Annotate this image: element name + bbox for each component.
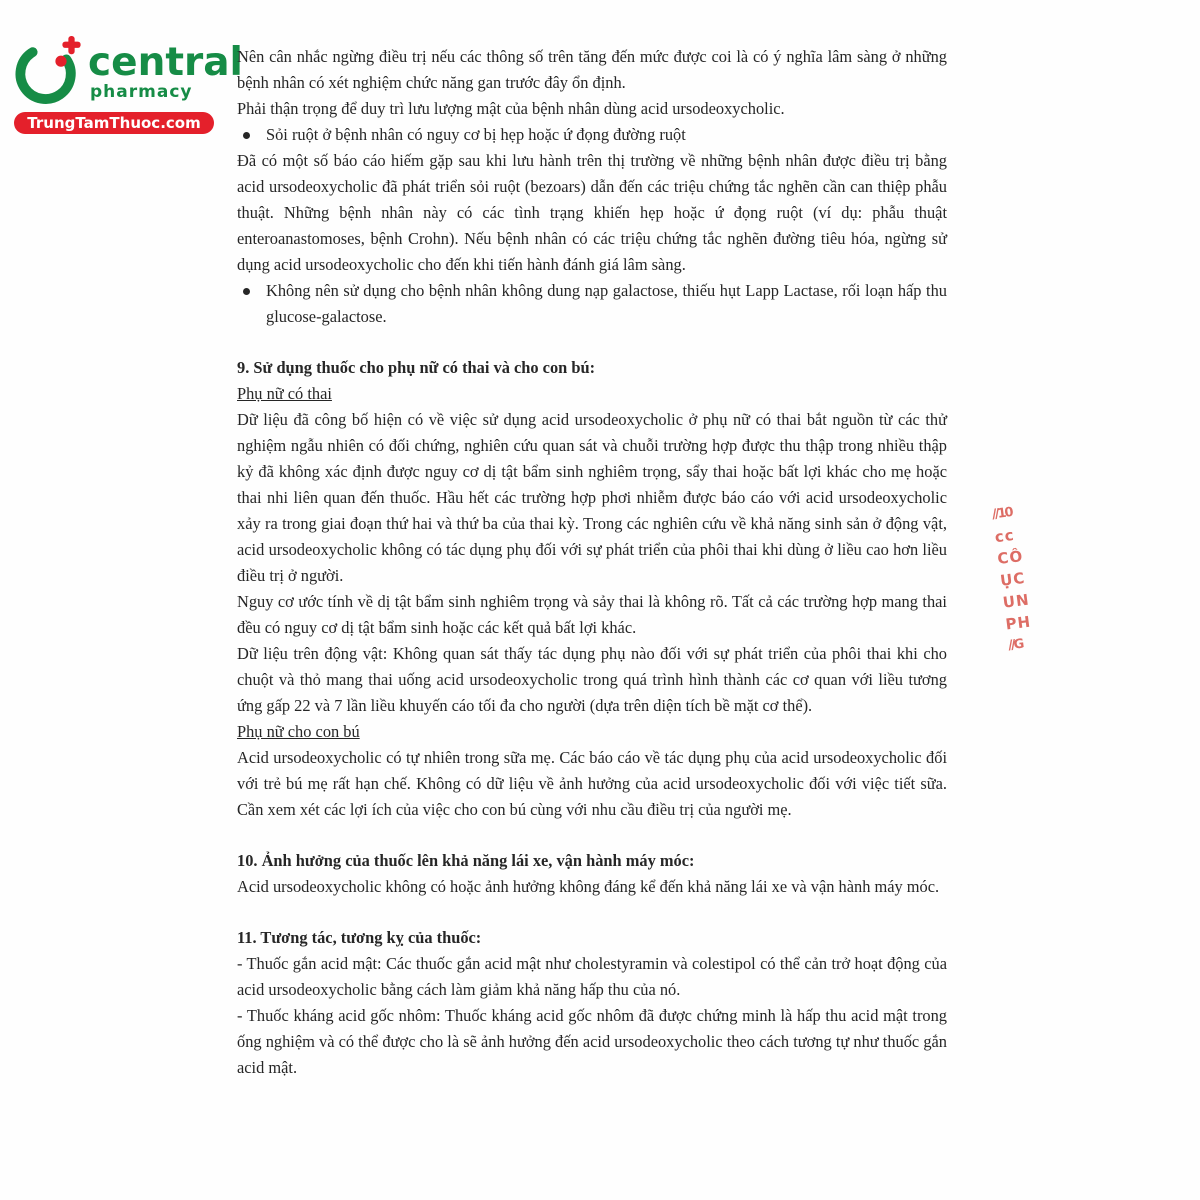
paragraph: Dữ liệu trên động vật: Không quan sát thấy tác dụng phụ nào đối với sự phát triển của phôi thai khi cho chuột và thỏ mang thai uống acid ursodeoxycholic trong quá trình hình thành các cơ quan với liều tương ứng gấp 22 và 7 lần liều khuyến cáo tối đa cho người (dựa trên diện tích bề mặt cơ thể). [237, 644, 947, 715]
stamp-text-fragment: PH [1004, 612, 1033, 634]
stamp-text-fragment: ỤC [999, 568, 1027, 590]
bullet-text: Không nên sử dụng cho bệnh nhân không dung nạp galactose, thiếu hụt Lapp Lactase, rối loạn hấp thu glucose-galactose. [266, 281, 947, 326]
approval-stamp-fragment [991, 497, 1073, 658]
stamp-text-fragment: //10 [991, 505, 1013, 523]
stamp-text-fragment: //G [1007, 636, 1024, 654]
section-heading: 9. Sử dụng thuốc cho phụ nữ có thai và cho con bú: [237, 358, 596, 377]
bullet-item [237, 278, 947, 330]
logo-website-badge[interactable]: TrungTamThuoc.com [14, 112, 214, 134]
bullet-icon [243, 132, 250, 139]
subsection-title: Phụ nữ cho con bú [237, 722, 360, 741]
stamp-text-fragment: cc [993, 525, 1016, 547]
paragraph: - Thuốc kháng acid gốc nhôm: Thuốc kháng acid gốc nhôm đã được chứng minh là hấp thu acid mật trong ống nghiệm và có thể được cho là sẽ ảnh hưởng đến acid ursodeoxycholic theo cách tương tự như thuốc gắn acid mật. [237, 1006, 947, 1077]
paragraph: Dữ liệu đã công bố hiện có về việc sử dụng acid ursodeoxycholic ở phụ nữ có thai bắt nguồn từ các thử nghiệm ngẫu nhiên có đối chứng, nghiên cứu quan sát và chuỗi trường hợp được thu thập trong nhiều thập kỷ đã không xác định được nguy cơ dị tật bẩm sinh nghiêm trọng, sẩy thai hoặc bất lợi khác cho mẹ hoặc thai nhi liên quan đến thuốc. Hầu hết các trường hợp phơi nhiễm được báo cáo với acid ursodeoxycholic xảy ra trong giai đoạn thứ hai và thứ ba của thai kỳ. Trong các nghiên cứu về khả năng sinh sản ở động vật, acid ursodeoxycholic không có tác dụng phụ đối với sự phát triển của phôi thai khi dùng ở liều cao hơn liều điều trị ở người. [237, 410, 947, 585]
section-heading: 11. Tương tác, tương kỵ của thuốc: [237, 928, 482, 947]
paragraph: Phải thận trọng để duy trì lưu lượng mật của bệnh nhân dùng acid ursodeoxycholic. [237, 99, 785, 118]
logo-brand-text: central [88, 40, 243, 85]
logo-sub-text: pharmacy [90, 82, 193, 102]
subsection-title: Phụ nữ có thai [237, 384, 332, 403]
section-heading: 10. Ảnh hưởng của thuốc lên khả năng lái xe, vận hành máy móc: [237, 851, 695, 870]
bullet-item [237, 122, 947, 148]
bullet-icon [243, 288, 250, 295]
paragraph: - Thuốc gắn acid mật: Các thuốc gắn acid mật như cholestyramin và colestipol có thể cản trở hoạt động của acid ursodeoxycholic bằng cách làm giảm khả năng hấp thu của nó. [237, 954, 947, 999]
stamp-text-fragment: CÔ [996, 546, 1025, 568]
paragraph: Acid ursodeoxycholic không có hoặc ảnh hưởng không đáng kể đến khả năng lái xe và vận hành máy móc. [237, 877, 940, 896]
paragraph: Đã có một số báo cáo hiếm gặp sau khi lưu hành trên thị trường về những bệnh nhân được điều trị bằng acid ursodeoxycholic đã phát triển sỏi ruột (bezoars) dẫn đến các triệu chứng tắc nghẽn cần can thiệp phẫu thuật. Những bệnh nhân này có các tình trạng khiến hẹp hoặc ứ đọng ruột (ví dụ: phẫu thuật enteroanastomoses, bệnh Crohn). Nếu bệnh nhân có các triệu chứng tắc nghẽn đường tiêu hóa, ngừng sử dụng acid ursodeoxycholic cho đến khi tiến hành đánh giá lâm sàng. [237, 151, 947, 274]
paragraph: Acid ursodeoxycholic có tự nhiên trong sữa mẹ. Các báo cáo về tác dụng phụ của acid ursodeoxycholic đối với trẻ bú mẹ rất hạn chế. Không có dữ liệu về ảnh hưởng của acid ursodeoxycholic đối với việc tiết sữa. Cần xem xét các lợi ích của việc cho con bú cùng với nhu cầu điều trị của người mẹ. [237, 748, 947, 819]
document-body [237, 44, 947, 1081]
paragraph: Nên cân nhắc ngừng điều trị nếu các thông số trên tăng đến mức được coi là có ý nghĩa lâm sàng ở những bệnh nhân có xét nghiệm chức năng gan trước đây ổn định. [237, 47, 947, 92]
central-pharmacy-logo-icon [12, 36, 82, 106]
stamp-text-fragment: UN [1001, 590, 1031, 612]
bullet-text: Sỏi ruột ở bệnh nhân có nguy cơ bị hẹp hoặc ứ đọng đường ruột [266, 125, 686, 144]
paragraph: Nguy cơ ước tính về dị tật bẩm sinh nghiêm trọng và sảy thai là không rõ. Tất cả các trường hợp mang thai đều có nguy cơ dị tật bẩm sinh hoặc các kết quả bất lợi khác. [237, 592, 947, 637]
pharmacy-logo [12, 36, 243, 134]
